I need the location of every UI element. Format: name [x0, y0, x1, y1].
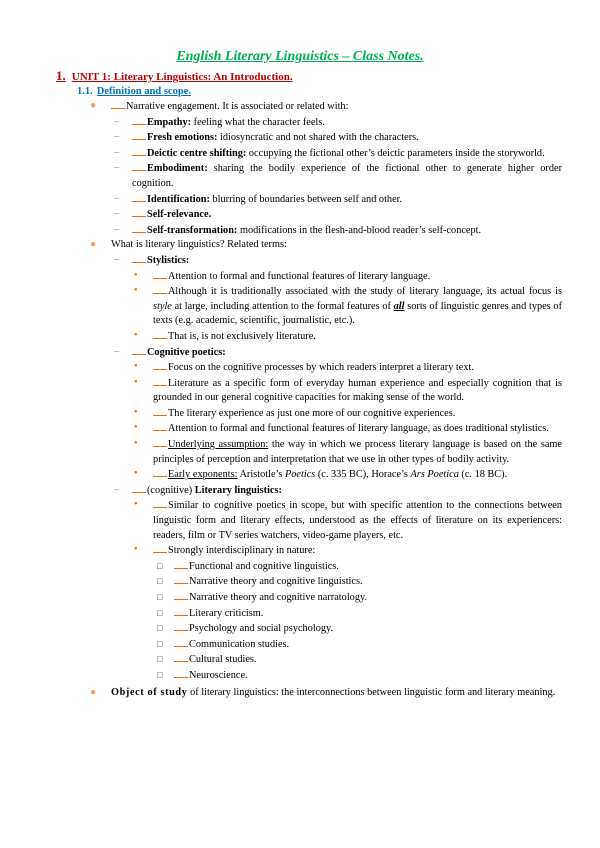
list-item: – Identification: blurring of boundaries between self and other. [114, 192, 403, 205]
list-item: ● Narrative engagement. It is associated or related with: [90, 100, 349, 112]
list-item: • Strongly interdisciplinary in nature: [134, 544, 316, 557]
dash-icon: – [114, 146, 120, 158]
unit-heading [56, 68, 293, 85]
list-item: • Literature as a specific form of everyday human experience and especially cognition that is grounded in our general cognitive capacities for making sense of the world. [134, 376, 562, 404]
dash-icon: – [114, 162, 120, 174]
list-item: □ Narrative theory and cognitive narratology. [157, 592, 368, 603]
box-icon: □ [157, 638, 163, 649]
list-item: □ Literary criticism. [157, 607, 264, 619]
section-title: Definition and scope. [96, 86, 191, 97]
dash-icon: – [114, 192, 120, 204]
list-item: □ Psychology and social psychology. [157, 623, 334, 635]
dash-icon: – [114, 131, 120, 143]
list-item: • Attention to formal and functional features of literary language, as does traditional stylistics. [134, 422, 549, 435]
box-icon: □ [157, 592, 163, 602]
box-icon: □ [157, 576, 163, 587]
dot-icon: • [134, 438, 138, 450]
section-number: 1.1. [77, 86, 93, 97]
list-item: • Although it is traditionally associated with the study of literary language, its actual focus is style at large, including attention to the formal features of all sorts of linguistic genres and types of texts (e.g. academic, scientific, journalistic, etc.). [134, 285, 562, 327]
list-item: – Self-transformation: modifications in the flesh-and-blood reader’s self-concept. [114, 223, 482, 236]
list-item: • That is, is not exclusively literature. [134, 329, 316, 342]
list-item: – Self-relevance. [114, 208, 212, 221]
bullet-icon: ● [90, 239, 97, 251]
list-item: – Cognitive poetics: [114, 345, 226, 358]
list-item: – Empathy: feeling what the character feels. [114, 115, 325, 128]
list-item: □ Cultural studies. [157, 654, 257, 666]
box-icon: □ [157, 654, 163, 665]
list-item: • Focus on the cognitive processes by which readers interpret a literary text. [134, 361, 474, 374]
unit-number: 1. [56, 68, 66, 83]
list-item: ● Object of study of literary linguistics: the interconnections between linguistic form and literary meaning. [111, 686, 562, 701]
dash-icon: – [114, 208, 120, 220]
section-heading [77, 84, 191, 99]
dot-icon: • [134, 376, 138, 388]
list-item: – Fresh emotions: idiosyncratic and not shared with the characters. [114, 131, 419, 144]
box-icon: □ [157, 669, 163, 680]
dash-icon: – [114, 223, 120, 235]
dot-icon: • [134, 269, 138, 281]
list-item: ● What is literary linguistics? Related terms: [111, 238, 562, 253]
dash-icon: – [114, 345, 120, 357]
list-item: • The literary experience as just one more of our cognitive experiences. [134, 406, 456, 419]
dot-icon: • [134, 329, 138, 341]
dot-icon: • [134, 468, 138, 480]
list-item: – Embodiment: sharing the bodily experience of the fictional other to generate higher order cognition. [114, 162, 562, 189]
box-icon: □ [157, 560, 163, 571]
dot-icon: • [134, 422, 138, 434]
bullet-icon: ● [90, 686, 97, 698]
list-item: □ Narrative theory and cognitive linguistics. [157, 576, 363, 588]
box-icon: □ [157, 607, 163, 618]
dash-icon: – [114, 253, 120, 265]
dash-icon: – [114, 115, 120, 127]
box-icon: □ [157, 623, 163, 634]
list-item: – (cognitive) Literary linguistics: [114, 483, 282, 496]
list-item: □ Communication studies. [157, 638, 290, 650]
notes-body [0, 99, 600, 700]
document-title: English Literary Linguistics – Class Notes. [176, 49, 424, 64]
unit-title: UNIT 1: Literary Linguistics: An Introduction. [71, 71, 293, 83]
dot-icon: • [134, 544, 138, 556]
list-item: • Similar to cognitive poetics in scope, but with specific attention to the connections between linguistic form and literary effects, understood as the effects of literature on its experiencers: readers, film or TV series watchers, video-game players, etc. [134, 499, 562, 541]
list-item: – Stylistics: [114, 253, 190, 266]
list-item: □ Neuroscience. [157, 669, 248, 681]
list-item: • Attention to formal and functional features of literary language. [134, 269, 431, 282]
dash-icon: – [114, 483, 120, 495]
list-item: □ Functional and cognitive linguistics. [157, 560, 339, 572]
list-item: – Deictic centre shifting: occupying the fictional other’s deictic parameters inside the storyworld. [114, 146, 545, 159]
list-item: • Underlying assumption: the way in which we process literary language is based on the same principles of perception and interpretation that we use in other types of bodily activity. [134, 438, 562, 465]
dot-icon: • [134, 361, 138, 373]
list-item: • Early exponents: Aristotle’s Poetics (c. 335 BC), Horace’s Ars Poetica (c. 18 BC). [134, 468, 508, 481]
dot-icon: • [134, 499, 138, 511]
dot-icon: • [134, 406, 138, 418]
bullet-icon: ● [90, 100, 97, 111]
dot-icon: • [134, 285, 138, 297]
